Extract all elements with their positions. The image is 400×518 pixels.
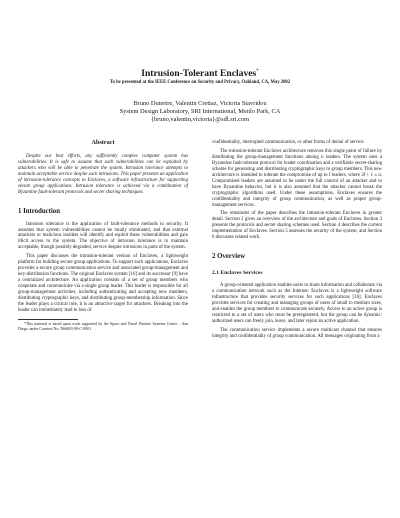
overview-paragraph-2: The communication service implements a secure multicast channel that ensures integrity and confidentiality of group communication. All messages originating from a [212, 327, 382, 339]
section-heading-overview: 2 Overview [212, 253, 246, 261]
paper-title [0, 66, 400, 79]
author-affiliation: System Design Laboratory, SRI International, Menlo Park, CA [119, 108, 281, 116]
abstract-heading: Abstract [91, 139, 115, 146]
intro-paragraph-3: The intrusion-tolerant Enclaves architecture removes this single point of failure by distributing the group-management functions among n leaders. The system uses a Byzantine fault-tolerant protocol for leader coordination and a verifiable secret-sharing scheme for generating and distributing cryptographic keys to group members. This new architecture is intended to tolerate the compromise of up to f leaders, where 3f + 1 ≤ n. Compromised leaders are assumed to be under the full control of an attacker and to have Byzantine behavior, but it is also assumed that the attacker cannot break the cryptographic algorithms used. Under these assumptions, Enclaves ensures the confidentiality and integrity of group communication, as well as proper group-management services. [212, 148, 382, 208]
right-column [212, 140, 382, 343]
abstract-text: Despite our best efforts, any sufficiently complex computer system has vulnerabilities. It is safe to assume that such vulnerabilities can be exploited by attackers who will be able to penetrate the system. Intrusion tolerance attempts to maintain acceptable service despite such intrusions. This paper presents an application of intrusion-tolerance concepts to Enclaves, a software infrastructure for supporting secure group applications. Intrusion tolerance is achieved via a combination of Byzantine fault-tolerant protocols and secret sharing techniques. [18, 153, 188, 195]
author-block [0, 100, 400, 124]
footnote-rule [18, 319, 78, 320]
section-heading-introduction: 1 Introduction [18, 207, 60, 215]
intro-paragraph-4: The remainder of the paper describes the intrusion-tolerant Enclaves in greater detail. Section 2 gives an overview of the architecture and goals of Enclaves. Section 3 presents the protocols and secret sharing schemes used. Section 4 describes the current implementation of Enclaves. Section 5 assesses the security of the system, and Section 6 discusses related work. [212, 211, 382, 241]
title-footnote-mark: * [256, 69, 259, 74]
intro-paragraph-continued: confidentiality, interrupted communication, or other forms of denial of service. [212, 140, 365, 145]
overview-paragraph-1: A group-oriented application enables users to share information and collaborate via a communication network such as the Internet. Enclaves is a lightweight software infrastructure that provides security services for such applications [16]. Enclaves provides services for creating and managing groups of users of small to medium sizes, and enables the group members to communicate securely. Access to an active group is restricted to a set of users who must be preregistered, but the group can be dynamic: authorized users can freely join, leave, and later rejoin an active application. [212, 283, 382, 324]
footnote: *This material is based upon work supported by the Space and Naval Warfare Systems Center – San Diego, under Contract No. N66001-00-C-8001. [18, 321, 188, 331]
venue-note: To be presented at the IEEE Conference on Security and Privacy, Oakland, CA, May 2002 [109, 80, 291, 86]
paper-header [0, 66, 400, 124]
author-email: {bruno,valentin,victoria}@sdl.sri.com [150, 116, 250, 124]
intro-paragraph-1: Intrusion tolerance is the application of fault-tolerance methods to security. It assumes that system vulnerabilities cannot be totally eliminated, and that external attackers or malicious insiders will identify and exploit these vulnerabilities and gain illicit access to the system. The objective of intrusion tolerance is to maintain acceptable, though possibly degraded, service despite intrusions in parts of the system. [18, 221, 188, 251]
author-names: Bruno Dutertre, Valentin Crettaz, Victoria Stavridou [133, 100, 267, 108]
title-text: Intrusion-Tolerant Enclaves [141, 68, 257, 80]
left-column [18, 140, 188, 331]
subsection-heading-enclaves-services: 2.1 Enclaves Services [212, 270, 263, 277]
intro-paragraph-2: This paper discusses the intrusion-tolerant version of Enclaves, a lightweight platform for building secure group applications. To support such applications, Enclaves provides a secure group communication service and associated group-management and key-distribution functions. The original Enclaves system [16] and its successor [9] have a centralized architecture. An application consists of a set of group members who cooperate and communicate via a single group leader. This leader is responsible for all group-management activities, including authenticating and accepting new members, distributing cryptographic keys, and distributing group-membership information. Since the leader plays a critical role, it is an attractive target for attackers. Breaking into the leader can immediately lead to loss of [18, 254, 188, 313]
